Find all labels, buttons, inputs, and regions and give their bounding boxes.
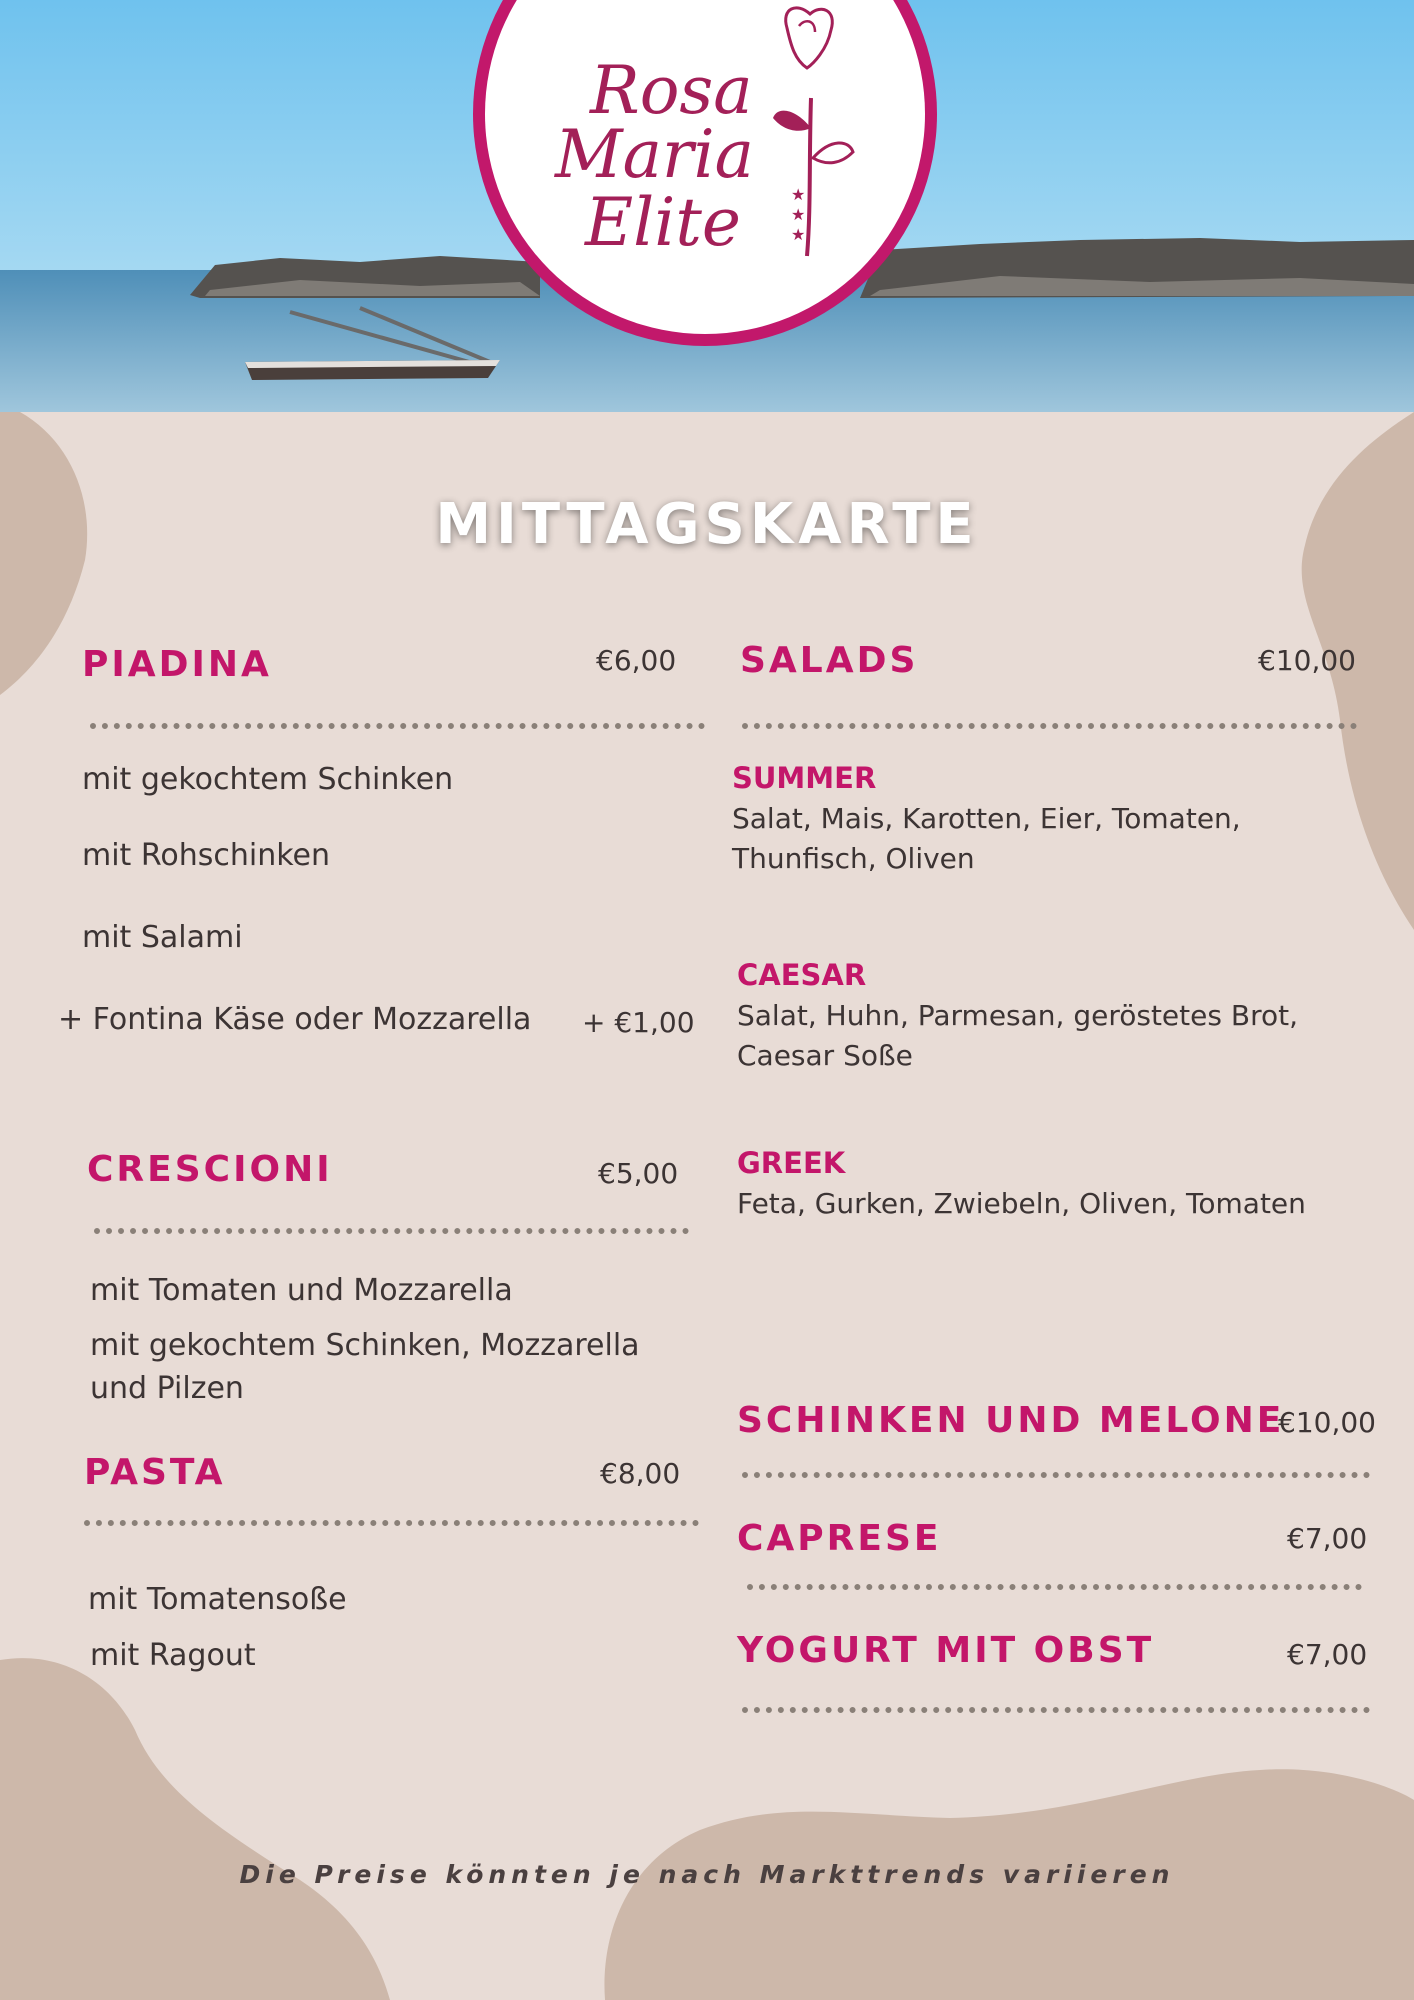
salad-desc-greek: Feta, Gurken, Zwiebeln, Oliven, Tomaten <box>737 1187 1306 1220</box>
salads-divider <box>742 723 1357 729</box>
piadina-price: €6,00 <box>596 644 677 677</box>
salad-desc-summer: Salat, Mais, Karotten, Eier, Tomaten, Thunfisch, Oliven <box>732 802 1241 875</box>
crescioni-divider <box>94 1228 689 1234</box>
svg-text:★: ★ <box>791 205 806 224</box>
piadina-divider <box>90 723 705 729</box>
salad-name-caesar: CAESAR <box>737 958 867 992</box>
crescioni-title: CRESCIONI <box>87 1149 333 1190</box>
yogurt-title: YOGURT MIT OBST <box>737 1630 1155 1671</box>
svg-text:★: ★ <box>791 225 806 244</box>
salad-name-greek: GREEK <box>737 1146 846 1180</box>
pasta-item: mit Ragout <box>90 1638 256 1673</box>
caprese-price: €7,00 <box>1287 1522 1368 1555</box>
crescioni-item: mit Tomaten und Mozzarella <box>90 1273 513 1308</box>
piadina-title: PIADINA <box>82 644 272 685</box>
piadina-item: mit Rohschinken <box>82 838 330 873</box>
pasta-divider <box>84 1520 699 1526</box>
logo-text-rosa: Rosa <box>590 52 753 129</box>
schinken-melone-divider <box>742 1472 1370 1478</box>
yogurt-divider <box>742 1707 1370 1713</box>
salads-price: €10,00 <box>1258 644 1356 677</box>
caprese-title: CAPRESE <box>737 1518 942 1559</box>
yogurt-price: €7,00 <box>1287 1638 1368 1671</box>
piadina-extra-price: + €1,00 <box>582 1006 695 1039</box>
schinken-melone-title: SCHINKEN UND MELONE <box>737 1400 1285 1441</box>
page-title: MITTAGSKARTE <box>435 492 979 557</box>
footer-note: Die Preise könnten je nach Markttrends variieren <box>239 1860 1175 1889</box>
piadina-item: mit Salami <box>82 920 243 955</box>
pasta-item: mit Tomatensoße <box>88 1582 347 1617</box>
logo-text-maria: Maria <box>555 116 754 193</box>
crescioni-price: €5,00 <box>598 1157 679 1190</box>
crescioni-item: und Pilzen <box>90 1371 244 1406</box>
piadina-item: mit gekochtem Schinken <box>82 762 454 797</box>
crescioni-item: mit gekochtem Schinken, Mozzarella <box>90 1328 640 1363</box>
piadina-extra: + Fontina Käse oder Mozzarella <box>58 1002 532 1037</box>
pasta-price: €8,00 <box>600 1457 681 1490</box>
caprese-divider <box>747 1584 1362 1590</box>
salad-desc-caesar: Salat, Huhn, Parmesan, geröstetes Brot, Caesar Soße <box>737 999 1298 1072</box>
svg-text:★: ★ <box>791 185 806 204</box>
salads-title: SALADS <box>740 640 919 681</box>
schinken-melone-price: €10,00 <box>1278 1406 1376 1439</box>
salad-name-summer: SUMMER <box>732 761 877 795</box>
logo-text-elite: Elite <box>585 184 741 261</box>
pasta-title: PASTA <box>84 1452 226 1493</box>
